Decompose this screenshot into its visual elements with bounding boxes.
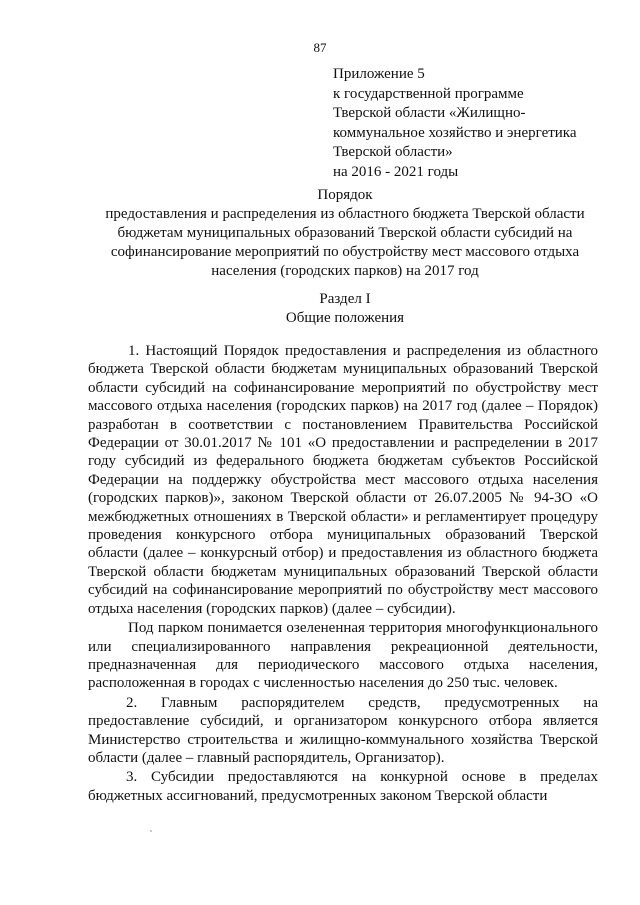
title-line: бюджетам муниципальных образований Тверской области субсидий на [117, 225, 573, 241]
page-number: 87 [313, 40, 327, 55]
paragraph-2: 2. Главным распорядителем средств, предусмотренных на предоставление субсидий, и организатором конкурсного отбора является Министерство строительства и жилищно-коммунального хозяйства Тверской области (далее – главный распорядитель, Организатор). [88, 694, 598, 766]
paragraph-3: 3. Субсидии предоставляются на конкурной основе в пределах бюджетных ассигнований, предусмотренных законом Тверской области [88, 769, 598, 804]
scan-speck [150, 830, 152, 832]
paragraph-park-definition: Под парком понимается озелененная территория многофункционального или специализированного направления рекреационной деятельности, предназначенная для периодического массового отдыха населения, расположенная в городах с численностью населения до 250 тыс. человек. [88, 620, 598, 692]
title-line: софинансирование мероприятий по обустройству мест массового отдыха [110, 244, 580, 260]
appendix-line: Тверской области» [333, 144, 453, 160]
appendix-header [333, 65, 623, 182]
appendix-line: коммунальное хозяйство и энергетика [333, 124, 577, 141]
appendix-line: Приложение 5 [333, 66, 425, 82]
appendix-line: на 2016 - 2021 годы [333, 163, 459, 180]
title-line: населения (городских парков) на 2017 год [211, 263, 479, 279]
paragraph-1: 1. Настоящий Порядок предоставления и распределения из областного бюджета Тверской области бюджетам муниципальных образований Тверской области субсидий на софинансирование мероприятий по обустройству мест массового отдыха населения (городских парков) на 2017 год (далее – Порядок) разработан в соответствии с постановлением Правительства Российской Федерации от 30.01.2017 № 101 «О предоставлении и распределении в 2017 году субсидий из федерального бюджета бюджетам субъектов Российской Федерации на поддержку обустройства мест массового отдыха населения (городских парков)», законом Тверской области от 26.07.2005 № 94-ЗО «О межбюджетных отношениях в Тверской области» и регламентирует процедуру проведения конкурсного отбора муниципальных образований Тверской области (далее – конкурсный отбор) и предоставления из областного бюджета Тверской области бюджетам муниципальных образований Тверской области субсидий на софинансирование мероприятий по обустройству мест массового отдыха населения (городских парков) (далее – субсидии). [88, 343, 598, 617]
body-text [88, 342, 598, 806]
appendix-line: Тверской области «Жилищно- [333, 105, 526, 121]
section-heading [60, 290, 630, 328]
appendix-line: к государственной программе [333, 85, 524, 102]
title-heading: Порядок [317, 187, 373, 203]
title-line: предоставления и распределения из областного бюджета Тверской области [105, 206, 585, 222]
document-title [60, 186, 630, 281]
section-number: Раздел I [319, 291, 371, 307]
section-name: Общие положения [285, 310, 405, 326]
